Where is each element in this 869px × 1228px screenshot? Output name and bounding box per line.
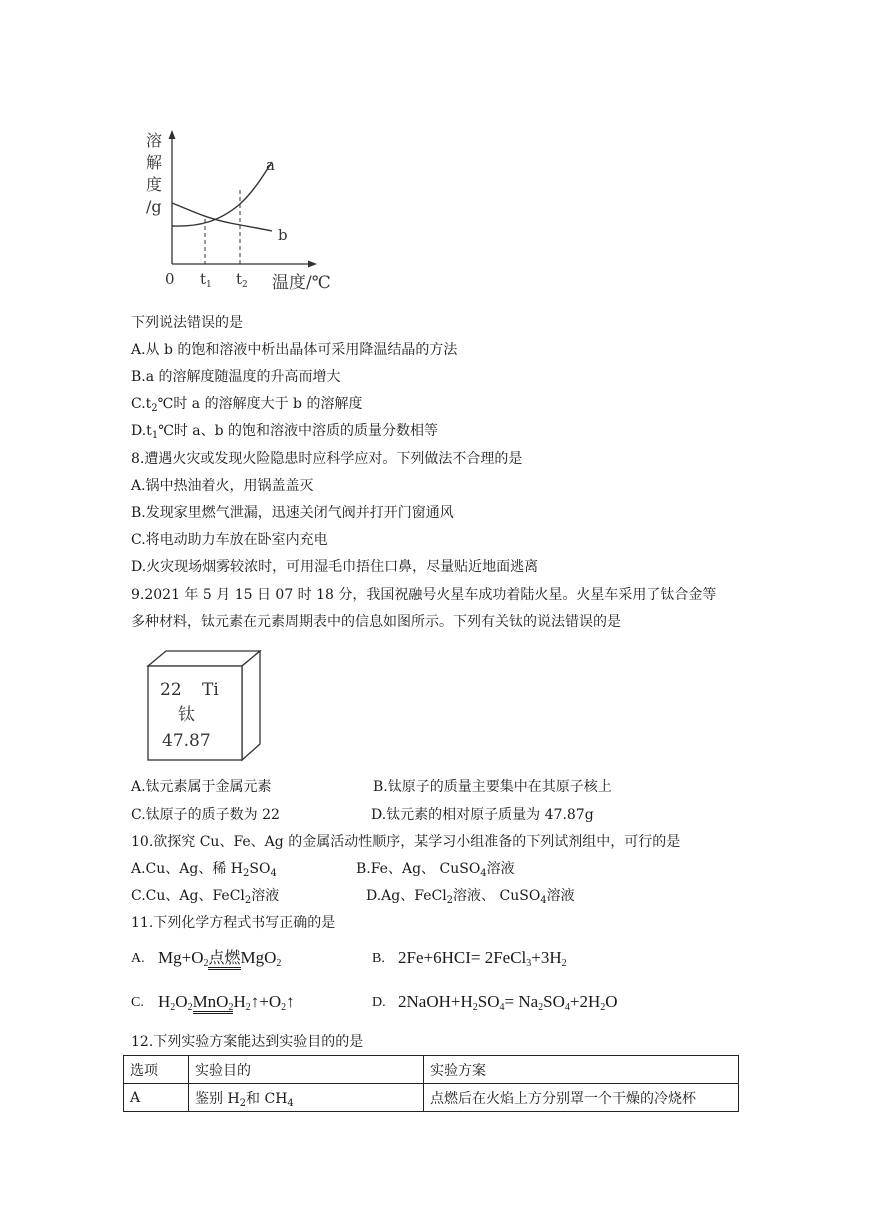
q10-option-c: C.Cu、Ag、FeCl$_2$溶液 xyxy=(131,888,280,906)
row-a-option: A xyxy=(124,1084,189,1112)
q8-option-d: D.火灾现场烟雾较浓时，可用湿毛巾捂住口鼻，尽量贴近地面逃离 xyxy=(131,559,539,575)
q10-option-d: D.Ag、FeCl$_2$溶液、 CuSO$_4$溶液 xyxy=(366,888,575,906)
ylabel-char-3: 度 xyxy=(146,175,163,194)
q9-option-c: C.钛原子的质子数为 22 xyxy=(131,807,280,823)
q9-stem-line2: 多种材料，钛元素在元素周期表中的信息如图所示。下列有关钛的说法错误的是 xyxy=(131,614,621,630)
x-axis-arrow xyxy=(308,261,317,268)
ylabel-char-4: /g xyxy=(146,197,162,216)
q8-stem: 8.遭遇火灾或发现火险隐患时应科学应对。下列做法不合理的是 xyxy=(131,451,523,467)
element-symbol: Ti xyxy=(202,680,219,700)
q9-option-b: B.钛原子的质量主要集中在其原子核上 xyxy=(373,779,612,795)
t2-label: $t_2$ xyxy=(236,270,248,290)
condition-catalyst: MnO$_2$ xyxy=(192,992,234,1013)
condition-ignite: 点燃 xyxy=(208,950,240,970)
q11-option-d-equation: $2NaOH+H_2SO_4= Na_2SO_4+2H_2O$ xyxy=(398,992,618,1013)
table-row xyxy=(124,1084,739,1112)
q9-option-a: A.钛元素属于金属元素 xyxy=(131,779,272,795)
q10-stem: 10.欲探究 Cu、Fe、Ag 的金属活动性顺序，某学习小组准备的下列试剂组中，可行的是 xyxy=(131,834,681,850)
origin-label: 0 xyxy=(165,270,175,288)
header-option: 选项 xyxy=(124,1056,189,1084)
t1-label: $t_1$ xyxy=(200,270,212,290)
q12-stem: 12.下列实验方案能达到实验目的的是 xyxy=(131,1034,364,1050)
curve-b-label: b xyxy=(278,226,288,244)
q7-option-b: B.a 的溶解度随温度的升高而增大 xyxy=(131,369,341,385)
q10-option-a: A.Cu、Ag、稀 $H_2SO_4$ xyxy=(131,861,277,879)
q7-option-d: $D.t_1℃$时 a、b 的饱和溶液中溶质的质量分数相等 xyxy=(131,423,439,441)
q11-option-c-label: C. xyxy=(131,995,144,1010)
ylabel-char-2: 解 xyxy=(146,153,163,172)
atomic-mass: 47.87 xyxy=(162,731,211,751)
titanium-element-cell xyxy=(138,648,264,766)
q11-stem: 11.下列化学方程式书写正确的是 xyxy=(131,915,336,931)
q9-stem-line1: 9.2021 年 5 月 15 日 07 时 18 分，我国祝融号火星车成功着陆火星。火星车采用了钛合金等 xyxy=(131,587,717,603)
header-plan: 实验方案 xyxy=(424,1056,739,1084)
q8-option-a: A.锅中热油着火，用锅盖盖灭 xyxy=(131,478,314,494)
q11-option-c-equation: $H_2O_2MnO_2H_2↑+O_2↑$ xyxy=(158,992,295,1013)
y-axis-arrow xyxy=(169,130,176,139)
xlabel: 温度/℃ xyxy=(272,273,331,293)
row-a-goal: 鉴别 $H_2$和 $CH_4$ xyxy=(189,1084,424,1112)
ylabel-char-1: 溶 xyxy=(146,131,163,150)
q8-option-b: B.发现家里燃气泄漏，迅速关闭气阀并打开门窗通风 xyxy=(131,505,454,521)
q11-option-b-label: B. xyxy=(372,951,385,966)
q8-option-c: C.将电动助力车放在卧室内充电 xyxy=(131,532,328,548)
q11-option-a-equation: $Mg+O_2$点燃MgO$_2$ xyxy=(158,948,282,969)
element-name: 钛 xyxy=(178,705,195,725)
atomic-number: 22 xyxy=(160,680,182,700)
cube-side-face xyxy=(242,651,260,760)
q10-option-b: B.Fe、Ag、 CuSO$_4$溶液 xyxy=(356,861,515,879)
q7-option-a: A.从 b 的饱和溶液中析出晶体可采用降温结晶的方法 xyxy=(131,342,458,358)
table-header-row xyxy=(124,1056,739,1084)
q11-option-d-label: D. xyxy=(372,995,386,1010)
solubility-graph xyxy=(140,126,350,298)
row-a-plan: 点燃后在火焰上方分别罩一个干燥的冷烧杯 xyxy=(424,1084,739,1112)
curve-a xyxy=(172,162,272,226)
q12-table xyxy=(123,1055,739,1112)
q11-option-a-label: A. xyxy=(131,951,145,966)
curve-a-label: a xyxy=(266,156,275,174)
q9-option-d: D.钛元素的相对原子质量为 47.87g xyxy=(371,807,594,823)
q7-option-c: $C.t_2℃$时 a 的溶解度大于 b 的溶解度 xyxy=(131,396,363,414)
cube-top-face xyxy=(148,651,260,666)
header-goal: 实验目的 xyxy=(189,1056,424,1084)
q11-option-b-equation: $2Fe+6HCI= 2FeCl_3+3H_2$ xyxy=(398,948,567,969)
q7-stem: 下列说法错误的是 xyxy=(131,315,243,331)
